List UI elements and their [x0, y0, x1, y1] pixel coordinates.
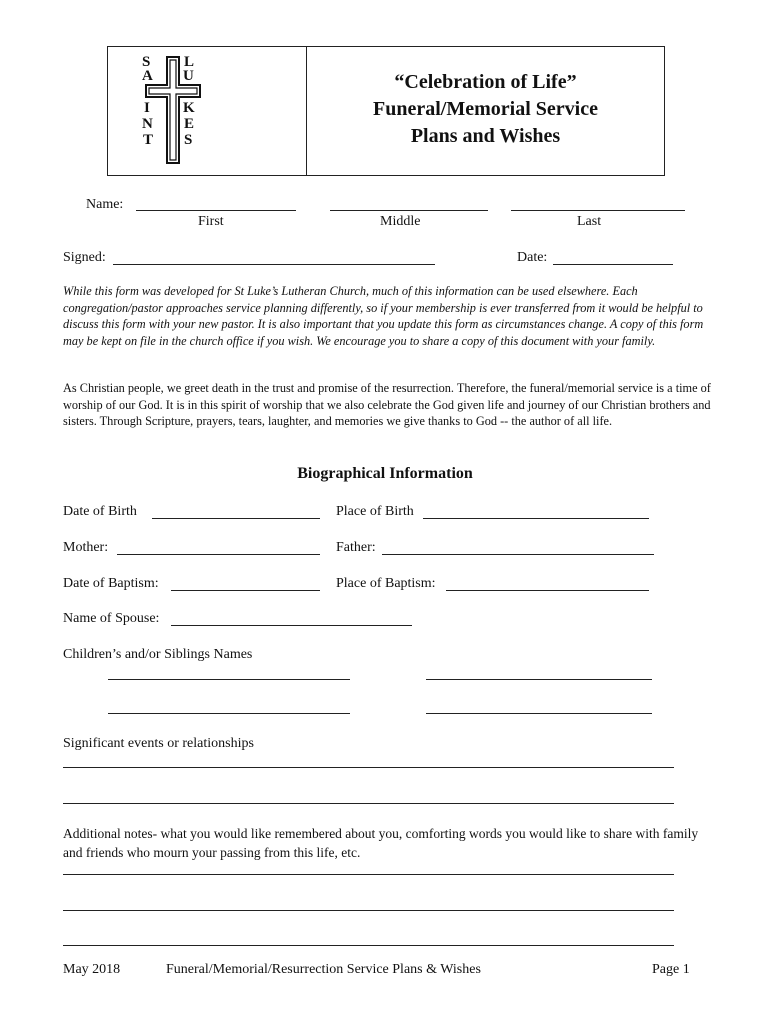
- last-label: Last: [577, 214, 602, 229]
- intro-italic-text: While this form was developed for St Luke’s Lutheran Church, much of this information can be used elsewhere. Each congregation/pastor approaches service planning differently, so if your membership is ever transferred from it would be helpful to discuss this form with your new pastor. It is also important that you update this form as circumstances change. A copy of this form may be kept on file in the church office if you wish. We encourage you to share a copy of this document with your family.: [63, 284, 704, 348]
- place-of-baptism-field[interactable]: [446, 590, 649, 591]
- child-name-field-4[interactable]: [426, 713, 652, 714]
- notes-label: Additional notes- what you would like remembered about you, comforting words you would like to share with family and friends who mourn your passing from this life, etc.: [63, 826, 699, 860]
- notes-field-line-1[interactable]: [63, 874, 674, 875]
- logo-letter-right-3: K: [183, 100, 195, 116]
- footer-doc-title: Funeral/Memorial/Resurrection Service Plans & Wishes: [166, 962, 481, 977]
- child-name-field-3[interactable]: [108, 713, 350, 714]
- signature-field[interactable]: [113, 264, 435, 265]
- child-name-field-2[interactable]: [426, 679, 652, 680]
- name-label: Name:: [86, 197, 124, 212]
- footer-date: May 2018: [63, 962, 121, 977]
- logo-letter-left-3: I: [144, 100, 150, 116]
- first-name-field[interactable]: [136, 210, 296, 211]
- logo-letter-right-2: U: [183, 68, 194, 84]
- logo-letter-right-4: E: [184, 116, 195, 132]
- date-of-birth-label: Date of Birth: [63, 504, 137, 519]
- title-line-3: Plans and Wishes: [410, 125, 561, 147]
- saint-lukes-cross-logo: [138, 55, 208, 167]
- biographical-heading: Biographical Information: [297, 465, 473, 482]
- title-line-1: “Celebration of Life”: [394, 71, 577, 93]
- spouse-field[interactable]: [171, 625, 412, 626]
- date-of-baptism-field[interactable]: [171, 590, 320, 591]
- logo-letter-left-2: A: [142, 68, 153, 84]
- date-label: Date:: [517, 250, 548, 265]
- father-field[interactable]: [382, 554, 654, 555]
- logo-letter-left-4: N: [142, 116, 153, 132]
- children-label: Children’s and/or Siblings Names: [63, 647, 253, 662]
- mother-label: Mother:: [63, 540, 109, 555]
- logo-cell: [108, 47, 307, 175]
- date-of-birth-field[interactable]: [152, 518, 320, 519]
- father-label: Father:: [336, 540, 376, 555]
- notes-field-line-3[interactable]: [63, 945, 674, 946]
- events-label: Significant events or relationships: [63, 736, 254, 751]
- last-name-field[interactable]: [511, 210, 685, 211]
- logo-letter-right-5: S: [184, 132, 193, 148]
- child-name-field-1[interactable]: [108, 679, 350, 680]
- header-box: [107, 46, 665, 176]
- intro-paragraph: As Christian people, we greet death in the trust and promise of the resurrection. Therefore, the funeral/memorial service is a time of worship of our God. It is in this spirit of worship that we also celebrate the God given life and journey of our Christian brothers and sisters. Through Scripture, prayers, tears, laughter, and memories we give thanks to God -- the author of all life.: [63, 381, 711, 428]
- notes-field-line-2[interactable]: [63, 910, 674, 911]
- mother-field[interactable]: [117, 554, 320, 555]
- events-field-line-2[interactable]: [63, 803, 674, 804]
- logo-letter-right-1: L: [184, 54, 195, 70]
- events-field-line-1[interactable]: [63, 767, 674, 768]
- signed-label: Signed:: [63, 250, 106, 265]
- document-title: [307, 69, 664, 150]
- place-of-birth-field[interactable]: [423, 518, 649, 519]
- place-of-baptism-label: Place of Baptism:: [336, 576, 436, 591]
- footer-page-number: Page 1: [652, 962, 690, 977]
- spouse-label: Name of Spouse:: [63, 611, 160, 626]
- date-of-baptism-label: Date of Baptism:: [63, 576, 159, 591]
- middle-label: Middle: [380, 214, 421, 229]
- first-label: First: [198, 214, 224, 229]
- place-of-birth-label: Place of Birth: [336, 504, 414, 519]
- middle-name-field[interactable]: [330, 210, 488, 211]
- date-field[interactable]: [553, 264, 673, 265]
- logo-letter-left-1: S: [142, 54, 151, 70]
- logo-letter-left-5: T: [143, 132, 154, 148]
- title-line-2: Funeral/Memorial Service: [373, 98, 598, 120]
